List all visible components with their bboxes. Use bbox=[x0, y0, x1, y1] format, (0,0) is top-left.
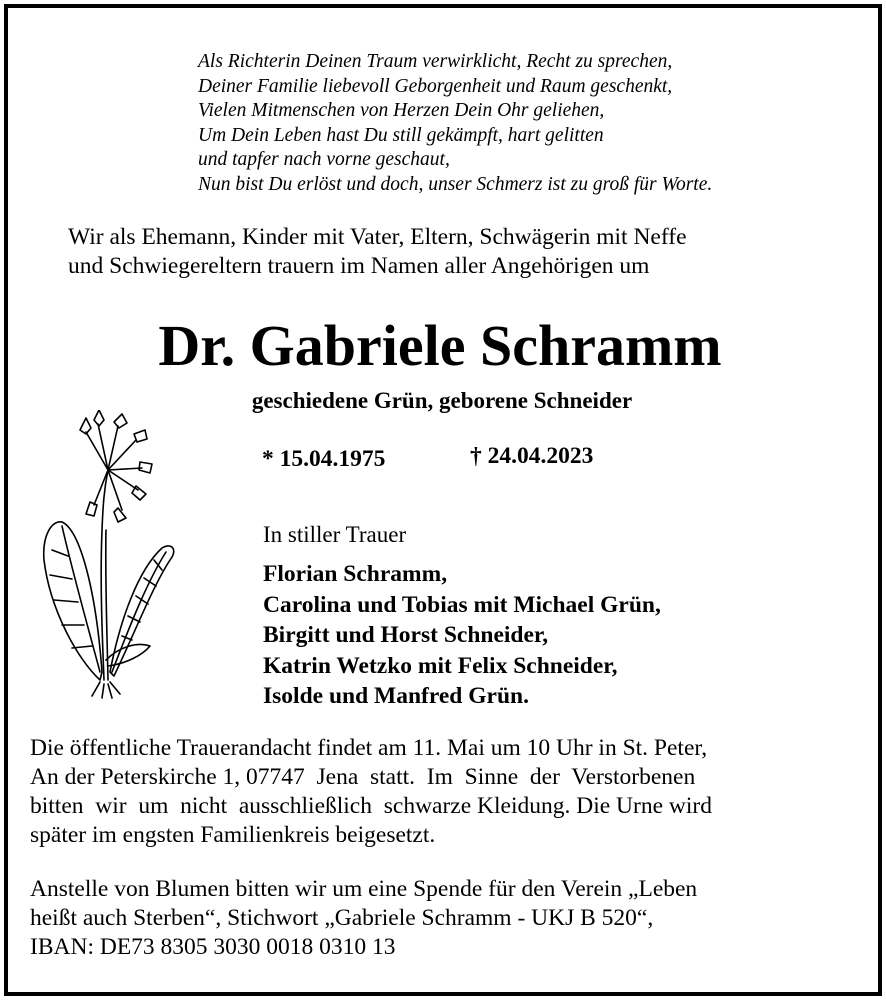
service-line: Die öffentliche Trauerandacht findet am 11. Mai um 10 Uhr in St. Peter, bbox=[30, 735, 708, 761]
intro-text bbox=[68, 223, 858, 281]
donation-info bbox=[30, 875, 856, 962]
poem-line: Vielen Mitmenschen von Herzen Dein Ohr geliehen, bbox=[198, 100, 605, 122]
service-line: später im engsten Familienkreis beigesetzt. bbox=[30, 822, 436, 848]
donation-line: Anstelle von Blumen bitten wir um eine Spende für den Verein „Leben bbox=[30, 876, 698, 902]
mourner-name: Birgitt und Horst Schneider, bbox=[263, 622, 549, 648]
service-line: An der Peterskirche 1, 07747 Jena statt. Im Sinne der Verstorbenen bbox=[30, 764, 696, 790]
service-info bbox=[30, 734, 856, 850]
donation-line: heißt auch Sterben“, Stichwort „Gabriele Schramm - UKJ B 520“, bbox=[30, 905, 654, 931]
intro-line: und Schwiegereltern trauern im Namen aller Angehörigen um bbox=[68, 253, 650, 279]
mourner-name: Carolina und Tobias mit Michael Grün, bbox=[263, 591, 661, 618]
deceased-name: Dr. Gabriele Schramm bbox=[158, 313, 722, 378]
poem bbox=[198, 50, 838, 198]
death-date: † 24.04.2023 bbox=[470, 443, 594, 469]
mourners-heading: In stiller Trauer bbox=[263, 522, 407, 547]
poem-line: Als Richterin Deinen Traum verwirklicht, Recht zu sprechen, bbox=[198, 51, 673, 72]
mourner-name: Florian Schramm, bbox=[263, 561, 448, 587]
mourners-list bbox=[263, 559, 661, 712]
primrose-illustration-icon bbox=[38, 410, 178, 700]
intro-line: Wir als Ehemann, Kinder mit Vater, Eltern, Schwägerin mit Neffe bbox=[68, 224, 687, 250]
mourner-name: Isolde und Manfred Grün. bbox=[263, 683, 529, 709]
birth-date: * 15.04.1975 bbox=[262, 446, 386, 472]
mourner-name: Katrin Wetzko mit Felix Schneider, bbox=[263, 652, 618, 679]
maiden-names: geschiedene Grün, geborene Schneider bbox=[251, 388, 633, 413]
poem-line: Deiner Familie liebevoll Geborgenheit und Raum geschenkt, bbox=[198, 75, 673, 97]
service-line: bitten wir um nicht ausschließlich schwarze Kleidung. Die Urne wird bbox=[30, 793, 712, 819]
poem-line: Nun bist Du erlöst und doch, unser Schmerz ist zu groß für Worte. bbox=[198, 173, 713, 195]
poem-line: Um Dein Leben hast Du still gekämpft, hart gelitten bbox=[198, 124, 604, 146]
poem-line: und tapfer nach vorne geschaut, bbox=[198, 149, 450, 171]
donation-iban: IBAN: DE73 8305 3030 0018 0310 13 bbox=[30, 934, 396, 960]
